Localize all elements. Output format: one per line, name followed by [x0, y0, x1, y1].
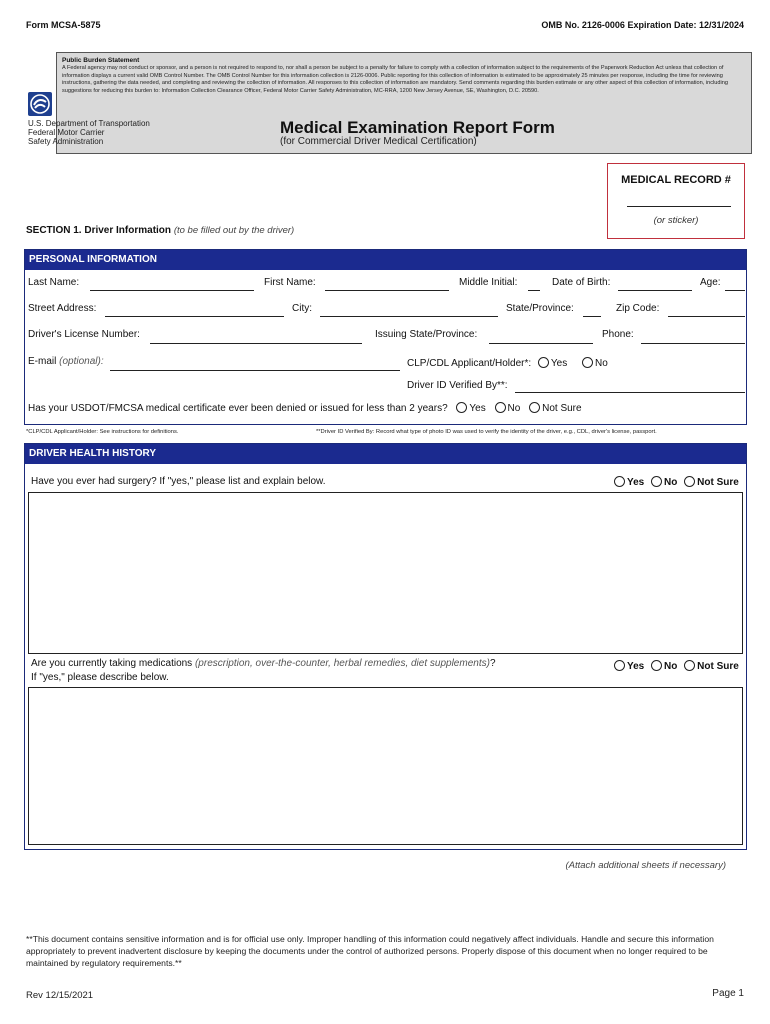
medical-record-box	[607, 163, 745, 239]
email-field[interactable]	[110, 370, 400, 371]
sticker-label: (or sticker)	[653, 215, 699, 226]
medications-not-sure-label: Not Sure	[697, 661, 739, 672]
denied-question: Has your USDOT/FMCSA medical certificate ever been denied or issued for less than 2 years?	[28, 403, 448, 414]
dob-field[interactable]	[618, 290, 692, 291]
burden-title: Public Burden Statement	[62, 57, 140, 64]
age-field[interactable]	[725, 290, 745, 291]
street-address-field[interactable]	[105, 316, 284, 317]
medications-yes-radio[interactable]	[614, 660, 625, 671]
surgery-question: Have you ever had surgery? If "yes," please list and explain below.	[31, 476, 326, 487]
phone-field[interactable]	[641, 343, 745, 344]
surgery-options	[614, 476, 739, 488]
agency-name	[28, 120, 150, 147]
agency-line-3: Safety Administration	[28, 136, 104, 146]
surgery-not-sure-label: Not Sure	[697, 477, 739, 488]
medications-not-sure-radio[interactable]	[684, 660, 695, 671]
denied-no-label: No	[507, 403, 521, 414]
surgery-yes-radio[interactable]	[614, 476, 625, 487]
email-label-group	[28, 356, 104, 367]
street-address-label: Street Address:	[28, 303, 97, 314]
medications-description-field[interactable]	[28, 687, 743, 845]
clp-no-label: No	[595, 358, 608, 369]
clp-label: CLP/CDL Applicant/Holder*:	[407, 358, 532, 369]
surgery-not-sure-radio[interactable]	[684, 476, 695, 487]
clp-no-radio[interactable]	[582, 357, 593, 368]
medications-no-radio[interactable]	[651, 660, 662, 671]
personal-information-header: PERSONAL INFORMATION	[25, 250, 746, 270]
footnote-clp: *CLP/CDL Applicant/Holder: See instructions for definitions.	[26, 429, 179, 435]
medications-options	[614, 660, 739, 672]
medications-describe: If "yes," please describe below.	[31, 672, 169, 683]
form-title: Medical Examination Report Form	[280, 118, 555, 137]
first-name-field[interactable]	[325, 290, 449, 291]
age-label: Age:	[700, 277, 721, 288]
driver-health-history-header: DRIVER HEALTH HISTORY	[25, 444, 746, 464]
email-optional-label: (optional):	[59, 356, 104, 367]
clp-row	[407, 357, 608, 369]
page-number: Page 1	[712, 988, 744, 999]
id-verified-label: Driver ID Verified By**:	[407, 380, 508, 391]
id-verified-field[interactable]	[515, 392, 745, 393]
denied-no-radio[interactable]	[495, 402, 506, 413]
zip-field[interactable]	[668, 316, 745, 317]
city-field[interactable]	[320, 316, 498, 317]
medications-question-text: Are you currently taking medications	[31, 658, 193, 669]
section1-heading	[26, 225, 294, 236]
section1-title: SECTION 1. Driver Information	[26, 225, 172, 236]
zip-label: Zip Code:	[616, 303, 660, 314]
denied-yes-radio[interactable]	[456, 402, 467, 413]
medical-record-label: MEDICAL RECORD #	[621, 174, 731, 186]
license-field[interactable]	[150, 343, 362, 344]
license-label: Driver's License Number:	[28, 329, 140, 340]
medications-no-label: No	[664, 661, 678, 672]
agency-line-1: U.S. Department of Transportation	[28, 119, 150, 128]
surgery-no-radio[interactable]	[651, 476, 662, 487]
form-number: Form MCSA-5875	[26, 20, 101, 30]
revision-date: Rev 12/15/2021	[26, 990, 94, 1001]
state-label: State/Province:	[506, 303, 574, 314]
section1-note: (to be filled out by the driver)	[173, 225, 295, 236]
footnote-id: **Driver ID Verified By: Record what type of photo ID was used to verify the identity of the driver, e.g., CDL, driver's license, passport.	[316, 429, 657, 435]
first-name-label: First Name:	[264, 277, 316, 288]
issuing-state-field[interactable]	[489, 343, 593, 344]
dot-logo-icon	[28, 92, 52, 116]
form-subtitle: (for Commercial Driver Medical Certification)	[280, 136, 477, 147]
disclaimer: **This document contains sensitive information and is for official use only. Improper handling of this information could negatively affect individuals. Handle and secure this information appropriately to prevent inadvertent disclosure by keeping the documents under the control of authorized persons. Properly dispose of this document when no longer required to be maintained by regulatory requirements.**	[26, 934, 714, 969]
omb-number: OMB No. 2126-0006 Expiration Date: 12/31/2024	[541, 20, 744, 30]
medications-question-end: ?	[489, 658, 496, 669]
issuing-state-label: Issuing State/Province:	[375, 329, 478, 340]
city-label: City:	[292, 303, 312, 314]
denied-row	[28, 402, 582, 414]
surgery-explanation-field[interactable]	[28, 492, 743, 654]
medications-question	[31, 658, 496, 669]
state-field[interactable]	[583, 316, 601, 317]
denied-yes-label: Yes	[469, 403, 486, 414]
middle-initial-label: Middle Initial:	[459, 277, 518, 288]
surgery-yes-label: Yes	[627, 477, 645, 488]
middle-initial-field[interactable]	[528, 290, 540, 291]
phone-label: Phone:	[602, 329, 634, 340]
medications-question-note: (prescription, over-the-counter, herbal remedies, diet supplements)	[194, 658, 490, 669]
clp-yes-radio[interactable]	[538, 357, 549, 368]
last-name-field[interactable]	[90, 290, 254, 291]
denied-not-sure-label: Not Sure	[542, 403, 582, 414]
medical-record-field[interactable]	[627, 206, 731, 207]
clp-yes-label: Yes	[550, 358, 568, 369]
denied-not-sure-radio[interactable]	[529, 402, 540, 413]
agency-line-2: Federal Motor Carrier	[28, 127, 105, 137]
attach-note: (Attach additional sheets if necessary)	[565, 860, 726, 871]
surgery-no-label: No	[664, 477, 678, 488]
dob-label: Date of Birth:	[552, 277, 611, 288]
email-label: E-mail	[28, 356, 57, 367]
medications-yes-label: Yes	[627, 661, 645, 672]
last-name-label: Last Name:	[28, 277, 80, 288]
burden-text: A Federal agency may not conduct or sponsor, and a person is not required to respond to, nor shall a person be subject to a penalty for failure to comply with a collection of information subject to the requirements of the Paperwork Reduction Act unless that collection of information displays a current valid OMB Control Number. The OMB Control Number for this information collection is 2126-0006. Public reporting for this collection of information is estimated to be approximately 25 minutes per response, including the time for reviewing instructions, gathering the data needed, and completing and reviewing the collection of information. All responses to this collection of information are mandatory. Send comments regarding this burden estimate or any other aspect of this collection of information, including suggestions for reducing this burden to: Information Collection Clearance Officer, Federal Motor Carrier Safety Administration, MC-RRA, 1200 New Jersey Avenue, SE, Washington, D.C. 20590.	[62, 65, 728, 95]
